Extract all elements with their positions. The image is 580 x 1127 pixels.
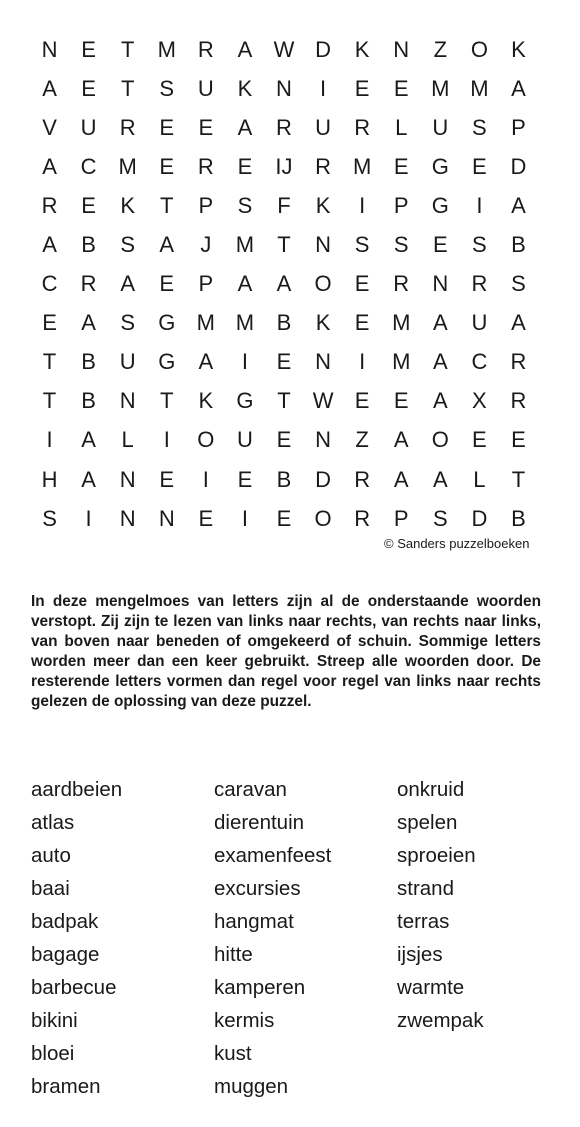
grid-letter[interactable]: N (393, 36, 410, 62)
grid-letter[interactable]: K (511, 36, 526, 62)
grid-letter[interactable]: N (432, 271, 449, 297)
grid-letter[interactable]: A (42, 153, 57, 179)
grid-letter[interactable]: I (241, 349, 248, 375)
grid-letter[interactable]: E (159, 153, 175, 179)
grid-letter[interactable]: O (197, 427, 215, 453)
word-list-item[interactable]: badpak (31, 910, 99, 933)
grid-letter[interactable]: N (41, 36, 58, 62)
grid-letter[interactable]: M (196, 310, 215, 336)
grid-letter[interactable]: A (511, 192, 526, 218)
grid-letter[interactable]: P (393, 505, 409, 531)
word-list-item[interactable]: warmte (397, 976, 465, 999)
grid-letter[interactable]: E (432, 232, 448, 258)
grid-letter[interactable]: S (237, 192, 253, 218)
grid-letter[interactable]: E (511, 427, 526, 453)
word-list-item[interactable]: hangmat (214, 910, 294, 933)
grid-letter[interactable]: S (472, 232, 487, 258)
grid-letter[interactable]: E (237, 466, 253, 492)
grid-letter[interactable]: D (471, 505, 488, 531)
grid-letter[interactable]: B (511, 505, 526, 531)
grid-letter[interactable]: V (42, 114, 57, 140)
word-list-item[interactable]: terras (397, 910, 450, 933)
grid-letter[interactable]: A (81, 427, 96, 453)
grid-letter[interactable]: E (81, 36, 96, 62)
grid-letter[interactable]: A (393, 466, 409, 492)
word-list-item[interactable]: excursies (214, 877, 301, 900)
word-list-item[interactable]: zwempak (397, 1009, 484, 1032)
grid-letter[interactable]: T (160, 388, 174, 414)
grid-letter[interactable]: N (119, 505, 136, 531)
grid-letter[interactable]: A (511, 75, 526, 101)
grid-letter[interactable]: M (470, 75, 489, 101)
grid-letter[interactable]: M (235, 232, 255, 258)
grid-letter[interactable]: R (471, 271, 488, 297)
grid-letter[interactable]: T (277, 232, 291, 258)
grid-letter[interactable]: R (315, 153, 332, 179)
grid-letter[interactable]: U (119, 349, 136, 375)
grid-letter[interactable]: A (42, 75, 57, 101)
grid-letter[interactable]: T (42, 349, 57, 375)
grid-letter[interactable]: C (80, 153, 97, 179)
grid-letter[interactable]: N (119, 388, 136, 414)
grid-letter[interactable]: T (277, 388, 291, 414)
grid-letter[interactable]: I (163, 427, 170, 453)
grid-letter[interactable]: I (476, 192, 483, 218)
grid-letter[interactable]: U (315, 114, 332, 140)
grid-letter[interactable]: U (471, 310, 488, 336)
grid-letter[interactable]: S (159, 75, 175, 101)
grid-letter[interactable]: S (472, 114, 487, 140)
grid-letter[interactable]: S (432, 505, 448, 531)
grid-letter[interactable]: M (157, 36, 176, 62)
grid-letter[interactable]: S (42, 505, 57, 531)
grid-letter[interactable]: B (81, 349, 96, 375)
grid-letter[interactable]: S (511, 271, 526, 297)
grid-letter[interactable]: N (315, 232, 332, 258)
grid-letter[interactable]: G (158, 349, 176, 375)
grid-letter[interactable]: E (159, 114, 175, 140)
grid-letter[interactable]: R (393, 271, 410, 297)
grid-letter[interactable]: A (81, 310, 96, 336)
word-column (31, 773, 214, 1103)
grid-letter[interactable]: C (471, 349, 488, 375)
grid-letter[interactable]: L (473, 466, 486, 492)
grid-letter[interactable]: I (202, 466, 209, 492)
letter-grid (30, 30, 538, 538)
word-list-item[interactable]: kamperen (214, 976, 306, 999)
grid-letter[interactable]: D (315, 36, 332, 62)
grid-letter[interactable]: T (42, 388, 57, 414)
grid-letter[interactable]: I (46, 427, 53, 453)
grid-letter[interactable]: R (354, 114, 371, 140)
grid-letter[interactable]: Z (355, 427, 369, 453)
grid-letter[interactable]: B (276, 310, 292, 336)
grid-letter[interactable]: IJ (275, 153, 293, 179)
grid-letter[interactable]: T (120, 75, 135, 101)
grid-letter[interactable]: E (393, 75, 409, 101)
word-list-item[interactable]: baai (31, 877, 70, 900)
word-list-item[interactable]: onkruid (397, 778, 465, 801)
grid-letter[interactable]: M (392, 349, 411, 375)
grid-letter[interactable]: S (354, 232, 370, 258)
grid-letter[interactable]: I (320, 75, 327, 101)
word-list-item[interactable]: atlas (31, 811, 75, 834)
grid-letter[interactable]: A (432, 310, 448, 336)
grid-letter[interactable]: M (392, 310, 411, 336)
grid-letter[interactable]: P (198, 192, 214, 218)
grid-letter[interactable]: M (431, 75, 450, 101)
grid-letter[interactable]: A (237, 271, 253, 297)
grid-letter[interactable]: K (315, 192, 331, 218)
word-list-item[interactable]: auto (31, 844, 71, 867)
word-column (397, 773, 547, 1103)
grid-letter[interactable]: B (81, 232, 96, 258)
grid-letter[interactable]: L (395, 114, 408, 140)
grid-letter[interactable]: I (85, 505, 92, 531)
grid-letter[interactable]: G (431, 153, 449, 179)
grid-letter[interactable]: T (160, 192, 174, 218)
grid-letter[interactable]: A (432, 388, 448, 414)
grid-letter[interactable]: E (42, 310, 57, 336)
word-list-item[interactable]: ijsjes (397, 943, 443, 966)
grid-letter[interactable]: U (236, 427, 253, 453)
word-list-item[interactable]: bagage (31, 943, 100, 966)
word-list-item[interactable]: muggen (214, 1075, 289, 1098)
grid-letter[interactable]: I (241, 505, 248, 531)
grid-letter[interactable]: E (276, 349, 292, 375)
word-list-item[interactable]: aardbeien (31, 778, 123, 801)
grid-letter[interactable]: E (354, 75, 370, 101)
grid-letter[interactable]: I (359, 192, 366, 218)
word-list-item[interactable]: strand (397, 877, 454, 900)
grid-letter[interactable]: U (80, 114, 97, 140)
grid-letter[interactable]: A (432, 466, 448, 492)
grid-letter[interactable]: G (158, 310, 176, 336)
grid-letter[interactable]: M (352, 153, 372, 179)
grid-letter[interactable]: A (511, 310, 526, 336)
grid-letter[interactable]: B (276, 466, 292, 492)
word-list-item[interactable]: dierentuin (214, 811, 305, 834)
grid-letter[interactable]: E (393, 153, 409, 179)
grid-letter[interactable]: S (120, 310, 136, 336)
grid-letter[interactable]: E (237, 153, 253, 179)
grid-letter[interactable]: L (121, 427, 134, 453)
grid-letter[interactable]: A (393, 427, 409, 453)
grid-letter[interactable]: D (315, 466, 332, 492)
grid-letter[interactable]: S (120, 232, 136, 258)
grid-letter[interactable]: R (354, 505, 371, 531)
puzzle-instructions: In deze mengelmoes van letters zijn al de onderstaande woorden verstopt. Zij zijn te lezen van links naar rechts, van rechts naar links, van boven naar beneden of omgekeerd of schuin. Sommige letters worden meer dan een keer gebruikt. Streep alle woorden door. De resterende letters vormen dan regel voor regel van links naar rechts gelezen de oplossing van deze puzzel. (31, 593, 541, 710)
grid-letter[interactable]: E (276, 505, 292, 531)
grid-letter[interactable]: P (198, 271, 214, 297)
grid-letter[interactable]: A (198, 349, 214, 375)
word-list-item[interactable]: barbecue (31, 976, 117, 999)
grid-letter[interactable]: E (472, 427, 487, 453)
grid-letter[interactable]: K (354, 36, 370, 62)
grid-letter[interactable]: E (354, 310, 370, 336)
grid-letter[interactable]: U (197, 75, 214, 101)
grid-letter[interactable]: U (432, 114, 449, 140)
grid-letter[interactable]: E (159, 466, 175, 492)
grid-letter[interactable]: A (237, 114, 253, 140)
grid-letter[interactable]: R (197, 36, 214, 62)
grid-letter[interactable]: E (276, 427, 292, 453)
grid-letter[interactable]: M (235, 310, 255, 336)
grid-letter[interactable]: N (276, 75, 292, 101)
grid-letter[interactable]: A (276, 271, 292, 297)
grid-letter[interactable]: D (510, 153, 527, 179)
grid-letter[interactable]: E (354, 271, 370, 297)
grid-letter[interactable]: A (42, 232, 57, 258)
word-list (31, 773, 547, 1103)
grid-letter[interactable]: S (393, 232, 409, 258)
grid-letter[interactable]: E (354, 388, 370, 414)
grid-letter[interactable]: K (198, 388, 214, 414)
word-list-item[interactable]: bikini (31, 1009, 78, 1032)
grid-letter[interactable]: N (119, 466, 136, 492)
grid-letter[interactable]: P (511, 114, 526, 140)
grid-letter[interactable]: W (273, 36, 295, 62)
grid-letter[interactable]: F (277, 192, 291, 218)
grid-letter[interactable]: E (393, 388, 409, 414)
grid-letter[interactable]: A (120, 271, 136, 297)
grid-letter[interactable]: R (276, 114, 292, 140)
grid-letter[interactable]: K (315, 310, 331, 336)
grid-letter[interactable]: O (431, 427, 449, 453)
grid-letter[interactable]: G (431, 192, 449, 218)
grid-letter[interactable]: X (472, 388, 487, 414)
grid-letter[interactable]: T (120, 36, 135, 62)
grid-letter[interactable]: N (315, 427, 332, 453)
grid-letter[interactable]: B (511, 232, 526, 258)
grid-letter[interactable]: K (237, 75, 253, 101)
word-list-item[interactable]: kermis (214, 1009, 275, 1032)
grid-letter[interactable]: A (81, 466, 96, 492)
grid-letter[interactable]: B (81, 388, 96, 414)
grid-letter[interactable]: C (41, 271, 58, 297)
word-column (214, 773, 397, 1103)
grid-letter[interactable]: E (472, 153, 487, 179)
grid-letter[interactable]: M (118, 153, 137, 179)
grid-letter[interactable]: O (314, 271, 332, 297)
grid-letter[interactable]: R (354, 466, 371, 492)
grid-letter[interactable]: J (200, 232, 212, 258)
word-list-item[interactable]: bramen (31, 1075, 101, 1098)
word-list-item[interactable]: bloei (31, 1042, 75, 1065)
grid-letter[interactable]: E (81, 192, 96, 218)
grid-letter[interactable]: O (470, 36, 488, 62)
grid-letter[interactable]: I (359, 349, 366, 375)
grid-letter[interactable]: E (159, 271, 175, 297)
word-list-item[interactable]: kust (214, 1042, 252, 1065)
grid-letter[interactable]: E (81, 75, 96, 101)
grid-letter[interactable]: T (511, 466, 526, 492)
grid-letter[interactable]: O (314, 505, 332, 531)
grid-letter[interactable]: R (510, 388, 527, 414)
grid-letter[interactable]: P (393, 192, 409, 218)
grid-letter[interactable]: R (510, 349, 527, 375)
copyright-notice: © Sanders puzzelboeken (384, 536, 530, 551)
grid-letter[interactable]: A (237, 36, 253, 62)
word-list-item[interactable]: examenfeest (214, 844, 332, 867)
grid-letter[interactable]: R (41, 192, 58, 218)
grid-letter[interactable]: E (198, 114, 214, 140)
grid-letter[interactable]: N (315, 349, 332, 375)
grid-letter[interactable]: R (197, 153, 214, 179)
grid-letter[interactable]: A (159, 232, 175, 258)
grid-letter[interactable]: E (198, 505, 214, 531)
grid-letter[interactable]: Z (433, 36, 448, 62)
word-list-item[interactable]: spelen (397, 811, 458, 834)
word-list-item[interactable]: sproeien (397, 844, 476, 867)
grid-letter[interactable]: A (432, 349, 448, 375)
grid-letter[interactable]: G (236, 388, 254, 414)
grid-letter[interactable]: K (120, 192, 136, 218)
grid-letter[interactable]: R (119, 114, 136, 140)
word-list-item[interactable]: hitte (214, 943, 253, 966)
grid-letter[interactable]: H (41, 466, 58, 492)
word-list-item[interactable]: caravan (214, 778, 287, 801)
grid-letter[interactable]: W (312, 388, 334, 414)
grid-letter[interactable]: N (158, 505, 175, 531)
grid-letter[interactable]: R (80, 271, 97, 297)
